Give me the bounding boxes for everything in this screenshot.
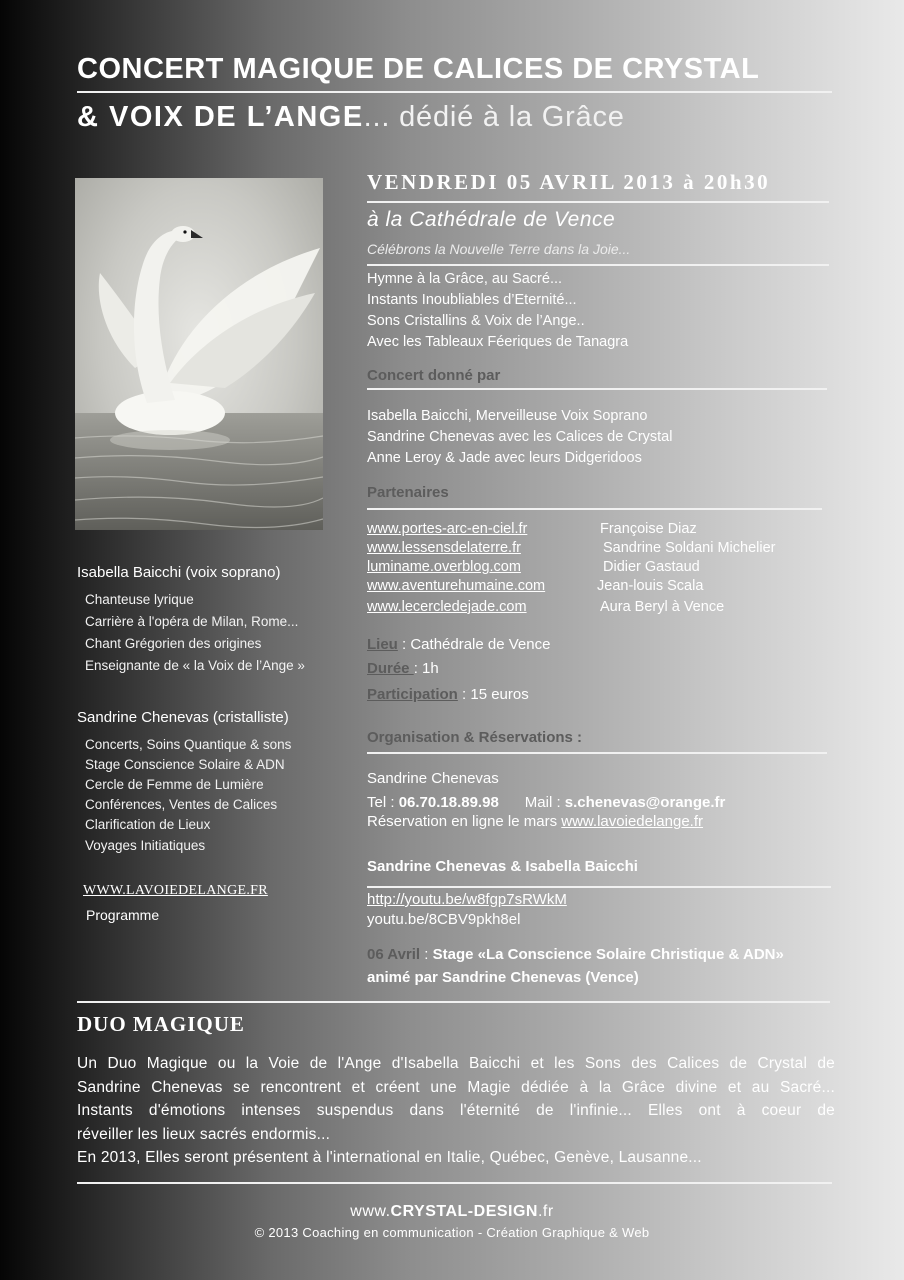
website-link[interactable]: WWW.LAVOIEDELANGE.FR xyxy=(83,883,268,898)
duo-bottom-divider xyxy=(77,1182,832,1184)
isabella-name: Isabella Baicchi xyxy=(77,564,182,581)
sandrine-item: Conférences, Ventes de Calices xyxy=(85,797,278,812)
participation-value: : 15 euros xyxy=(457,686,529,703)
subtitle-light: ... dédié à la Grâce xyxy=(363,101,625,133)
stage-label: Stage xyxy=(432,946,474,963)
partner-name: Sandrine Soldani Michelier xyxy=(603,540,776,556)
partner-url[interactable]: www.aventurehumaine.com xyxy=(367,578,546,594)
performers-divider xyxy=(367,388,827,390)
isabella-item: Chanteuse lyrique xyxy=(85,592,194,607)
duree-value: : 1h xyxy=(413,660,439,677)
duo-line: Instants d'émotions intenses suspendus dans l'éternité de l'infinie... Elles ont à coeur de xyxy=(77,1102,835,1119)
footer-www: www. xyxy=(350,1203,391,1220)
reservations-heading: Organisation & Réservations : xyxy=(367,729,583,746)
isabella-heading xyxy=(77,564,280,581)
online-line xyxy=(367,813,703,830)
program-label: Programme xyxy=(86,907,160,923)
highlight-item: Avec les Tableaux Féeriques de Tanagra xyxy=(367,334,629,350)
sandrine-item: Cercle de Femme de Lumière xyxy=(85,777,264,792)
performer-item: Isabella Baicchi, Merveilleuse Voix Soprano xyxy=(367,408,648,424)
partner-url[interactable]: www.portes-arc-en-ciel.fr xyxy=(367,521,528,537)
subtitle xyxy=(77,101,625,134)
footer-tld: .fr xyxy=(537,1203,554,1220)
sandrine-role: (cristalliste) xyxy=(208,709,289,726)
contact-line xyxy=(367,794,725,811)
duo-line: réveiller les lieux sacrés endormis... xyxy=(77,1125,331,1143)
stage-title: «La Conscience Solaire Christique & ADN» xyxy=(473,946,784,963)
swan-photo xyxy=(75,178,323,530)
sandrine-item: Concerts, Soins Quantique & sons xyxy=(85,737,292,752)
contact-name: Sandrine Chenevas xyxy=(367,770,499,787)
tel-value: 06.70.18.89.98 xyxy=(398,794,499,811)
stage-date: 06 Avril xyxy=(367,946,421,963)
partner-url[interactable]: luminame.overblog.com xyxy=(367,559,521,575)
main-title: CONCERT MAGIQUE DE CALICES DE CRYSTAL xyxy=(77,53,760,85)
partner-name: Jean-louis Scala xyxy=(597,578,704,594)
partner-name: Aura Beryl à Vence xyxy=(600,599,725,615)
duo-heading: DUO MAGIQUE xyxy=(77,1012,245,1036)
duree-line xyxy=(367,660,439,677)
highlight-item: Hymne à la Grâce, au Sacré... xyxy=(367,271,563,287)
stage-sep: : xyxy=(420,946,433,963)
videos-divider xyxy=(367,886,831,888)
swan-icon xyxy=(75,178,323,530)
footer-copyright: © 2013 Coaching en communication - Création Graphique & Web xyxy=(254,1225,650,1240)
subtitle-bold: & VOIX DE L’ANGE xyxy=(77,101,364,133)
sandrine-item: Voyages Initiatiques xyxy=(85,838,206,853)
lieu-value: : Cathédrale de Vence xyxy=(397,636,551,653)
performers-heading: Concert donné par xyxy=(367,367,501,384)
event-tagline: Célébrons la Nouvelle Terre dans la Joie... xyxy=(367,241,631,257)
duo-top-divider xyxy=(77,1001,830,1003)
video-link-1[interactable]: http://youtu.be/w8fgp7sRWkM xyxy=(367,891,567,908)
title-divider xyxy=(77,91,832,93)
partner-name: Françoise Diaz xyxy=(600,521,697,537)
duo-line: Un Duo Magique ou la Voie de l'Ange d'Isabella Baicchi et les Sons des Calices de Crystal de xyxy=(77,1055,835,1072)
partner-url[interactable]: www.lessensdelaterre.fr xyxy=(367,540,521,556)
partners-divider xyxy=(367,508,822,510)
participation-line xyxy=(367,686,529,703)
reservations-divider xyxy=(367,752,827,754)
sandrine-item: Stage Conscience Solaire & ADN xyxy=(85,757,285,772)
duo-line: En 2013, Elles seront présentent à l'international en Italie, Québec, Genève, Lausanne... xyxy=(77,1149,702,1166)
videos-heading: Sandrine Chenevas & Isabella Baicchi xyxy=(367,858,638,875)
highlights-list xyxy=(367,269,628,353)
duo-paragraph xyxy=(77,1052,835,1170)
sandrine-name: Sandrine Chenevas xyxy=(77,709,209,726)
footer-brand xyxy=(0,1203,904,1221)
online-label: Réservation en ligne le mars xyxy=(367,813,562,830)
video-link-2[interactable]: youtu.be/8CBV9pkh8el xyxy=(367,911,521,928)
mail-label: Mail : xyxy=(524,794,565,811)
performer-item: Anne Leroy & Jade avec leurs Didgeridoos xyxy=(367,450,642,466)
sandrine-item: Clarification de Lieux xyxy=(85,817,211,832)
event-venue: à la Cathédrale de Vence xyxy=(367,208,616,231)
highlight-item: Instants Inoubliables d’Eternité... xyxy=(367,292,577,308)
tagline-divider xyxy=(367,264,829,266)
event-date: VENDREDI 05 AVRIL 2013 à 20h30 xyxy=(367,170,771,194)
isabella-role: (voix soprano) xyxy=(181,564,281,581)
stage-animator: animé par Sandrine Chenevas (Vence) xyxy=(367,969,639,986)
tel-label: Tel : xyxy=(367,794,399,811)
partner-url[interactable]: www.lecercledejade.com xyxy=(367,599,527,615)
date-divider xyxy=(367,201,829,203)
lieu-line xyxy=(367,636,550,653)
partner-name: Didier Gastaud xyxy=(603,559,700,575)
online-url[interactable]: www.lavoiedelange.fr xyxy=(561,813,704,830)
partners-heading: Partenaires xyxy=(367,484,449,501)
isabella-item: Chant Grégorien des origines xyxy=(85,636,262,651)
footer-brand-name[interactable]: CRYSTAL-DESIGN xyxy=(390,1203,538,1220)
performers-list xyxy=(367,406,672,469)
mail-value[interactable]: s.chenevas@orange.fr xyxy=(564,794,726,811)
isabella-item: Enseignante de « la Voix de l’Ange » xyxy=(85,658,305,673)
duree-label: Durée xyxy=(367,660,414,677)
duo-line: Sandrine Chenevas se rencontrent et créent une Magie dédiée à la Grâce divine et au Sacré... xyxy=(77,1078,835,1096)
sandrine-heading xyxy=(77,709,289,726)
performer-item: Sandrine Chenevas avec les Calices de Crystal xyxy=(367,429,673,445)
stage-line xyxy=(367,946,784,963)
lieu-label: Lieu xyxy=(367,636,398,653)
isabella-item: Carrière à l'opéra de Milan, Rome... xyxy=(85,614,299,629)
highlight-item: Sons Cristallins & Voix de l’Ange.. xyxy=(367,313,585,329)
participation-label: Participation xyxy=(367,686,458,703)
